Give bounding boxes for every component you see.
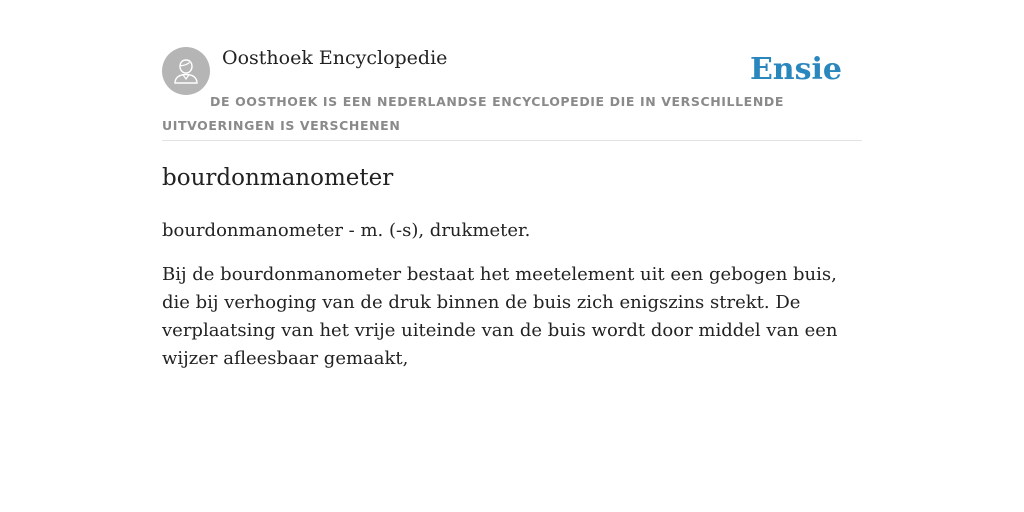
user-icon	[173, 57, 199, 85]
article-definition: bourdonmanometer - m. (-s), drukmeter.	[162, 220, 531, 241]
avatar[interactable]	[162, 47, 210, 95]
header	[162, 46, 862, 141]
article-title: bourdonmanometer	[162, 165, 394, 191]
article-body: Bij de bourdonmanometer bestaat het meetelement uit een gebogen buis, die bij verhoging van de druk binnen de buis zich enigszins strekt. De verplaatsing van het vrije uiteinde van de buis wordt door middel van een wijzer afleesbaar gemaakt,	[162, 264, 838, 369]
article	[162, 163, 862, 373]
site-tagline: DE OOSTHOEK IS EEN NEDERLANDSE ENCYCLOPEDIE DIE IN VERSCHILLENDE UITVOERINGEN IS VERSCHENEN	[162, 94, 784, 133]
brand-logo[interactable]: Ensie	[749, 52, 842, 87]
site-name[interactable]: Oosthoek Encyclopedie	[222, 47, 448, 69]
